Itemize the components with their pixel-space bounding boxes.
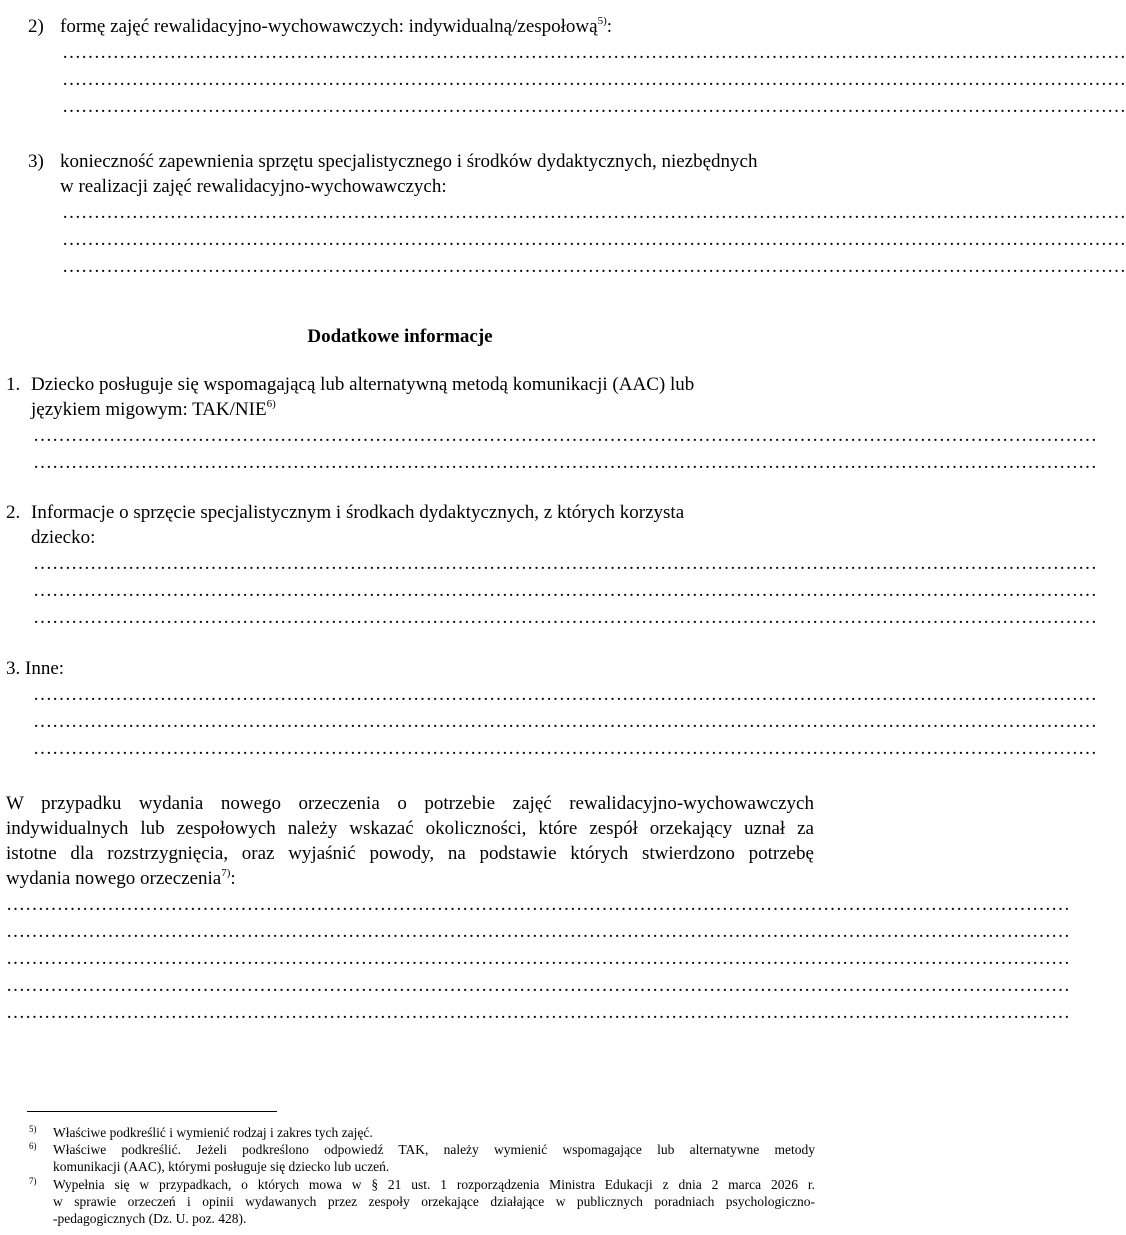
answer-line[interactable]: …………………………………………………………………………………………………………………………………………………… <box>6 921 1070 942</box>
answer-line[interactable]: …………………………………………………………………………………………………………………………………………………… <box>33 452 1097 473</box>
answer-line[interactable]: …………………………………………………………………………………………………………………………………………………… <box>6 1002 1070 1023</box>
info-1-number: 1. <box>6 374 21 395</box>
item-2-text <box>60 14 612 40</box>
footnote-ref-5: 5) <box>597 15 607 27</box>
item-2-number: 2) <box>28 16 44 37</box>
answer-line[interactable]: …………………………………………………………………………………………………………………………………………………… <box>62 256 1126 277</box>
answer-line[interactable]: …………………………………………………………………………………………………………………………………………………… <box>33 711 1097 732</box>
answer-line[interactable]: …………………………………………………………………………………………………………………………………………………… <box>62 69 1126 90</box>
closing-line-3: istotne dla rozstrzygnięcia, oraz wyjaśnić powody, na podstawie których stwierdzono potrzebę <box>6 843 814 864</box>
info-2-line-1: Informacje o sprzęcie specjalistycznym i środkach dydaktycznych, z których korzysta <box>31 502 685 523</box>
info-2-line-2: dziecko: <box>31 527 96 548</box>
answer-line[interactable]: …………………………………………………………………………………………………………………………………………………… <box>33 553 1097 574</box>
answer-line[interactable]: …………………………………………………………………………………………………………………………………………………… <box>6 894 1070 915</box>
info-3-label: 3. Inne: <box>6 658 65 679</box>
answer-line[interactable]: …………………………………………………………………………………………………………………………………………………… <box>62 42 1126 63</box>
answer-line[interactable]: …………………………………………………………………………………………………………………………………………………… <box>6 948 1070 969</box>
item-2-label: formę zajęć rewalidacyjno-wychowawczych: indywidualną/zespołową <box>60 16 598 37</box>
footnote-7-line-2: w sprawie orzeczeń i opinii wydawanych przez zespoły orzekające działające w publicznych poradniach psychologiczno- <box>53 1194 815 1209</box>
info-1-line-2-text: językiem migowym: TAK/NIE <box>31 399 267 420</box>
footnote-6-line-2: komunikacji (AAC), którymi posługuje się dziecko lub uczeń. <box>53 1159 390 1174</box>
footnote-6-line-1: Właściwe podkreślić. Jeżeli podkreślono odpowiedź TAK, należy wymienić wspomagające lub alternatywne metody <box>53 1142 815 1157</box>
info-2-number: 2. <box>6 502 21 523</box>
item-3-number: 3) <box>28 151 44 172</box>
footnote-5-text: Właściwe podkreślić i wymienić rodzaj i zakres tych zajęć. <box>53 1125 373 1140</box>
answer-line[interactable]: …………………………………………………………………………………………………………………………………………………… <box>33 607 1097 628</box>
answer-line[interactable]: …………………………………………………………………………………………………………………………………………………… <box>62 229 1126 250</box>
info-1-line-2 <box>31 397 276 423</box>
item-3-line-2: w realizacji zajęć rewalidacyjno-wychowawczych: <box>60 176 447 197</box>
footnote-ref-6: 6) <box>266 398 276 410</box>
footnote-6-mark: 6) <box>29 1141 37 1151</box>
answer-line[interactable]: …………………………………………………………………………………………………………………………………………………… <box>33 580 1097 601</box>
closing-colon: : <box>230 868 236 889</box>
footnote-7-line-1: Wypełnia się w przypadkach, o których mowa w § 21 ust. 1 rozporządzenia Ministra Edukacji z dnia 2 marca 2026 r. <box>53 1177 815 1192</box>
footnote-ref-7: 7) <box>221 867 231 879</box>
closing-line-4-text: wydania nowego orzeczenia <box>6 868 222 889</box>
answer-line[interactable]: …………………………………………………………………………………………………………………………………………………… <box>62 96 1126 117</box>
item-2-colon: : <box>606 16 613 37</box>
closing-line-1: W przypadku wydania nowego orzeczenia o potrzebie zajęć rewalidacyjno-wychowawczych <box>6 793 814 814</box>
answer-line[interactable]: …………………………………………………………………………………………………………………………………………………… <box>33 738 1097 759</box>
closing-line-2: indywidualnych lub zespołowych należy wskazać okoliczności, które zespół orzekający uznał za <box>6 818 814 839</box>
closing-line-4 <box>6 866 236 892</box>
answer-line[interactable]: …………………………………………………………………………………………………………………………………………………… <box>6 975 1070 996</box>
answer-line[interactable]: …………………………………………………………………………………………………………………………………………………… <box>62 202 1126 223</box>
footnote-5-mark: 5) <box>29 1124 37 1134</box>
answer-line[interactable]: …………………………………………………………………………………………………………………………………………………… <box>33 684 1097 705</box>
footnote-7-mark: 7) <box>29 1176 37 1186</box>
footnote-7-line-3: -pedagogicznych (Dz. U. poz. 428). <box>53 1211 247 1226</box>
section-title: Dodatkowe informacje <box>307 326 493 347</box>
footnote-separator <box>27 1111 277 1112</box>
info-1-line-1: Dziecko posługuje się wspomagającą lub alternatywną metodą komunikacji (AAC) lub <box>31 374 695 395</box>
answer-line[interactable]: …………………………………………………………………………………………………………………………………………………… <box>33 425 1097 446</box>
item-3-line-1: konieczność zapewnienia sprzętu specjalistycznego i środków dydaktycznych, niezbędnych <box>60 151 758 172</box>
